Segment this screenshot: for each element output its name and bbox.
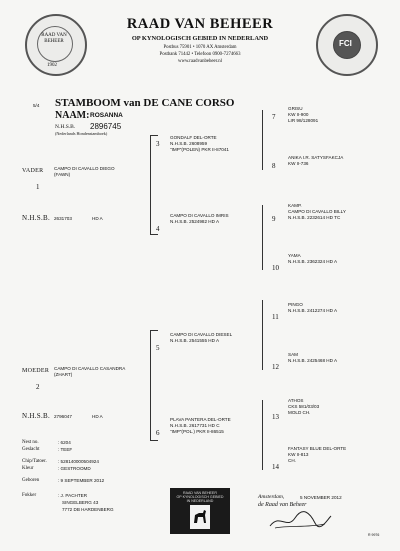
great-grandparent-name: PINGO: [288, 302, 303, 307]
grandparent-nhsb: N.H.S.B. 2608959: [170, 141, 208, 146]
moeder-nhsb: 2796047: [54, 414, 72, 419]
bracket-line: [150, 135, 158, 136]
great-grandparent-note: LIR 98/128091: [288, 118, 319, 123]
bracket-line: [150, 440, 158, 441]
vader-nhsb-label: N.H.S.B.: [22, 214, 51, 222]
great-grandparent-note: MOLD CH.: [288, 410, 311, 415]
breeder-label: Fokker: [22, 493, 37, 498]
nest-value: : 6204: [58, 440, 71, 445]
address-line-2: Postbank 71442 • Telefoon 0900-7274663: [159, 52, 241, 57]
pedigree-title: STAMBOOM van DE CANE CORSO: [55, 97, 235, 109]
grandparent-name: CAMPO DI CAVALLO IMRIS: [170, 213, 229, 218]
issuing-org: de Raad van Beheer: [258, 502, 307, 508]
seal-text: RAAD VAN BEHEER: [41, 33, 67, 44]
great-grandparent-number: 10: [272, 264, 279, 272]
naam-label: NAAM:: [55, 110, 90, 121]
great-grandparent-name: GRISU: [288, 106, 303, 111]
bracket-line: [262, 205, 263, 270]
website: www.raadvanbeheer.nl: [178, 59, 222, 64]
great-grandparent-note: N.H.S.B. 2232614 HD TC: [288, 215, 341, 220]
moeder-label: MOEDER: [22, 368, 50, 374]
breeder-address: SINGELBERG 43: [62, 500, 99, 505]
grandparent-nhsb: N.H.S.B. 2524982 HD A: [170, 219, 220, 224]
great-grandparent-number: 12: [272, 363, 279, 371]
vader-number: 1: [36, 183, 40, 191]
gender-label: Geslacht: [22, 447, 40, 452]
stamp-line-2: OP KYNOLOGISCH GEBIED: [176, 495, 224, 499]
rvb-stamp: [170, 488, 230, 534]
grandparent-note: "IMP"(POLEN) PKR II-87041: [170, 147, 229, 152]
great-grandparent-number: 13: [272, 413, 279, 421]
grandparent-name: GONDALF DEL-ORTE: [170, 135, 217, 140]
bracket-line: [150, 330, 158, 331]
great-grandparent-reg: N.H.S.B. 2425468 HD A: [288, 358, 338, 363]
great-grandparent-reg: CAMPO DI CAVALLO BILLY: [288, 209, 346, 214]
grandparent-name: PLAVA PANTERA DEL-ORTE: [170, 417, 231, 422]
breeder-city: 7772 DB HARDENBERG: [62, 507, 114, 512]
color-label: Kleur: [22, 466, 34, 471]
org-title: RAAD VAN BEHEER: [126, 16, 274, 32]
grandparent-number: 4: [156, 225, 160, 233]
grandparent-number: 5: [156, 344, 160, 352]
great-grandparent-reg: KW II-900: [288, 112, 309, 117]
grandparent-nhsb: N.H.S.B. 2541555 HD A: [170, 338, 220, 343]
grandparent-nhsb: N.H.S.B. 2617731 HD C: [170, 423, 220, 428]
form-code: R 9976: [368, 533, 380, 537]
fci-logo-text: FCI: [339, 39, 352, 48]
breeder-name: : J. PACHTER: [58, 493, 88, 498]
great-grandparent-number: 7: [272, 113, 276, 121]
great-grandparent-number: 9: [272, 215, 276, 223]
moeder-nhsb-label: N.H.S.B.: [22, 412, 51, 420]
chip-value: : 528140000504924: [58, 459, 99, 464]
moeder-hd: HD A: [92, 414, 103, 419]
grandparent-number: 3: [156, 140, 160, 148]
vader-label: VADER: [22, 168, 44, 174]
raad-van-beheer-seal: [25, 14, 87, 76]
great-grandparent-name: SAM: [288, 352, 298, 357]
stamp-line-3: IN NEDERLAND: [186, 499, 214, 503]
vader-hd: HD A: [92, 216, 103, 221]
moeder-name: CAMPO DI CAVALLO CASANDRA: [54, 366, 126, 371]
great-grandparent-reg: CKS 581/03/03: [288, 404, 320, 409]
vader-nhsb: 2631703: [54, 216, 72, 221]
nhsb-label: N.H.S.B.: [55, 124, 76, 130]
fci-seal: [316, 14, 378, 76]
signature: [265, 508, 335, 533]
great-grandparent-reg: KW II-736: [288, 161, 309, 166]
bracket-line: [150, 135, 151, 235]
dog-nhsb: 2896745: [90, 122, 122, 131]
fraction: 5/4: [33, 103, 40, 108]
vader-name: CAMPO DI CAVALLO DIEGO: [54, 166, 115, 171]
great-grandparent-note: CH.: [288, 458, 296, 463]
bracket-line: [262, 110, 263, 170]
issue-date: 5 NOVEMBER 2012: [300, 495, 342, 500]
bracket-line: [150, 330, 151, 440]
gender-value: : TEEF: [58, 447, 73, 452]
great-grandparent-number: 14: [272, 463, 279, 471]
great-grandparent-name: FANTASY BLUE DEL-ORTE: [288, 446, 347, 451]
seal-year: 1902: [47, 63, 57, 68]
moeder-color: (ZHART): [54, 372, 73, 377]
nest-label: Nest no.: [22, 440, 39, 445]
grandparent-number: 6: [156, 429, 160, 437]
moeder-number: 2: [36, 383, 40, 391]
grandparent-name: CAMPO DI CAVALLO DIESEL: [170, 332, 233, 337]
dog-silhouette-icon: [190, 505, 210, 529]
issue-place: Amsterdam,: [258, 494, 285, 500]
great-grandparent-name: YAMA: [288, 253, 301, 258]
great-grandparent-reg: N.H.S.B. 2362324 HD A: [288, 259, 338, 264]
stamp-line-1: RAAD VAN BEHEER: [183, 491, 217, 495]
great-grandparent-name: KAMP.: [288, 203, 302, 208]
great-grandparent-reg: N.H.S.B. 2412274 HD A: [288, 308, 338, 313]
color-value: : GESTROOMD: [58, 466, 91, 471]
chip-label: Chip/Tatoer.: [22, 459, 47, 464]
birth-value: : 9 SEPTEMBER 2012: [58, 478, 105, 483]
bracket-line: [150, 234, 158, 235]
dog-name: ROSANNA: [90, 112, 123, 119]
grandparent-note: "IMP"(POL.) PKR II-86515: [170, 429, 224, 434]
great-grandparent-name: ANIKA I.R. SATYSFAKCJA: [288, 155, 344, 160]
great-grandparent-name: ATHOS: [288, 398, 304, 403]
birth-label: Geboren: [22, 478, 40, 483]
vader-color: (FAWN): [54, 172, 71, 177]
bracket-line: [262, 300, 263, 370]
bracket-line: [262, 400, 263, 470]
great-grandparent-number: 11: [272, 313, 279, 321]
great-grandparent-number: 8: [272, 162, 276, 170]
nhsb-sub: (Nederlands Hondenstamboek): [55, 131, 108, 136]
org-subtitle: OP KYNOLOGISCH GEBIED IN NEDERLAND: [131, 35, 269, 42]
address-line-1: Postbus 75901 • 1070 AX Amsterdam: [163, 45, 237, 50]
great-grandparent-reg: KW II-813: [288, 452, 309, 457]
